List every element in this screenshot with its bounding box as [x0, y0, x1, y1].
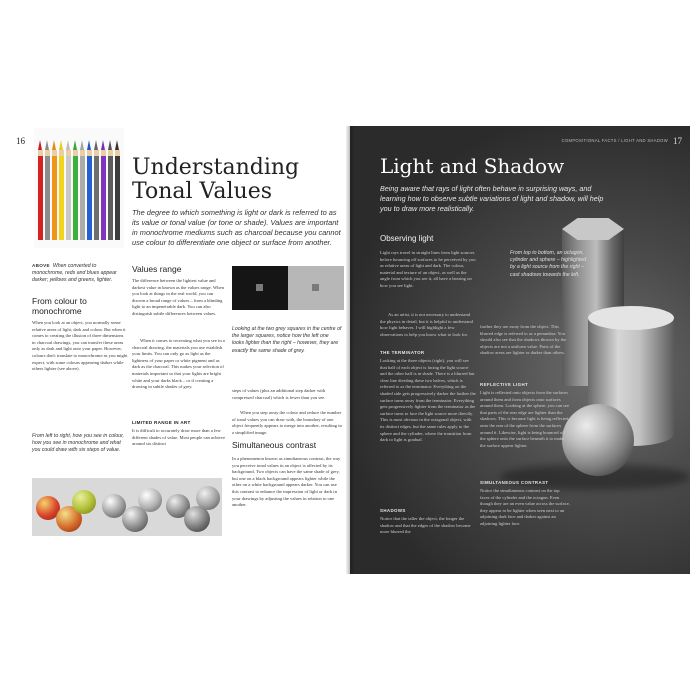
pencil: [38, 140, 43, 240]
heading-observing-light: Observing light: [380, 234, 434, 243]
subheading-reflective-light: REFLECTIVE LIGHT: [480, 382, 529, 387]
subheading-shadows: SHADOWS: [380, 508, 406, 513]
pencil: [87, 140, 92, 240]
title-line: Understanding: [132, 155, 300, 180]
pencil: [66, 140, 71, 240]
heading-values-range: Values range: [132, 264, 182, 274]
page-title-left: [132, 156, 342, 204]
body-text: steps of values (plus an additional step darker with compressed charcoal) which is fewer than you see.: [232, 388, 326, 400]
page-number-right: 17: [673, 136, 682, 146]
pencil: [108, 140, 113, 240]
pencil: [115, 140, 120, 240]
caption-apples: From left to right, how you see in colour, how you see in monochrome and what you could draw with six steps of value.: [32, 433, 124, 454]
dark-square: [232, 266, 288, 310]
book-spread: [10, 126, 690, 574]
apple: [138, 488, 162, 512]
pencil: [59, 140, 64, 240]
light-square: [288, 266, 344, 310]
book-gutter: [346, 126, 354, 574]
body-text: Light is reflected onto objects from the surfaces around them and from objects onto surfaces around them. Looking at the sphere, you can see that parts of the rear edge are lighter than the shadows. This is because light is being reflected onto the rear of the sphere from the surfaces around it. Likewise, light is being bounced off the sphere onto the surface beneath it to make the surface appear lighter.: [480, 390, 570, 448]
body-text: Light rays travel in straight lines from light sources before bouncing off surfaces to be perceived by you as relative areas of light and dark. The colour, material and texture of an object, as well as the angle from which you see it, all have a bearing on how you see light.: [380, 250, 476, 288]
apple: [72, 490, 96, 514]
body-text: As an artist, it is not necessary to understand the physics in detail, but it is helpful to understand how light behaves. I will highlight a few observations to help you know what to look for.: [380, 312, 473, 337]
body-text: The difference between the lightest value and darkest value in known as the values range. When you look at things in the real world, you can discern a broad range of values – from a blinding light to an impenetrable dark. You can also distinguish subtle differences between values.: [132, 278, 224, 316]
pencil: [52, 140, 57, 240]
pencils-photo: [34, 128, 124, 248]
body-text: Notice that the taller the object, the longer the shadow and that the edges of the shadow become more blurred the: [380, 516, 471, 535]
page-title-right: Light and Shadow: [380, 154, 565, 178]
pencil: [45, 140, 50, 240]
caption-above: [32, 262, 124, 284]
grey-squares-illustration: [232, 266, 344, 310]
body-text: In a phenomenon known as simultaneous contrast, the way you perceive tonal values in an object is affected by its background. Two objects can have the same shade of grey, but one on a black background appears lighter while the other on a white background appears darker. You can use this contrast to enhance the impression of light or dark in your drawings by adjusting the values in relation to one another.: [232, 456, 341, 508]
title-line: Tonal Values: [132, 179, 273, 204]
body-text: When you step away the colour and reduce the number of tonal values you can draw with, the boundary of one object frequently appears to merge into another, resulting in a simplified image.: [232, 410, 342, 435]
intro-text-right: Being aware that rays of light often behave in surprising ways, and learning how to observe subtle variations of light and shadow, will help you to draw more realistically.: [380, 184, 604, 213]
caption-text: When converted to monochrome, reds and blues appear darker; yellows and greens, lighter.: [32, 263, 117, 283]
body-text: Looking at the three objects (right), you will see that half of each object is facing the light source and the other half is in shade. There is a blurred but clear line dividing these two halves, which is referred to as the terminator. Everything on the shaded side gets progressively darker the further the surface turns away from the terminator. Everything gets progressively lighter from the terminator as the surface turns to face the light source more directly. This is most obvious in the octagonal object, with its distinct edges, but the same rules apply to the sphere and the cylinder, where the transition from dark to light is gradual.: [380, 358, 476, 443]
pencil: [94, 140, 99, 240]
heading-simultaneous-contrast: Simultaneous contrast: [232, 440, 317, 450]
body-text: It is difficult to accurately draw more than a few different shades of value. Most people can achieve around six distinct: [132, 428, 226, 447]
right-page: [350, 126, 690, 574]
body-text: When it comes to recreating what you see in a charcoal drawing, the materials you use establish your limits. You can only go as light as the lightness of your paper or white pigment and as dark as the charcoal. This makes your selection of materials important so that your lights are bright white and your darks black – or if creating a drawing in subtle shades of grey.: [132, 338, 225, 390]
body-text: Notice the simultaneous contrast on the top faces of the cylinder and the octagon. Even though they are an even value across the surface, they appear to be lighter when seen next to an adjoining dark face and darker against an adjoining lighter face.: [480, 488, 570, 526]
intro-text-left: The degree to which something is light or dark is referred to as its value or tonal value (or tone or shade). Values are important in monochrome mediums such as charcoal because you cannot use colour to differentiate one object or surface from another.: [132, 208, 341, 247]
pencil: [101, 140, 106, 240]
left-page: [10, 126, 350, 574]
pencil: [80, 140, 85, 240]
heading-colour-to-monochrome: From colour to monochrome: [32, 296, 87, 316]
body-text: further they are away from the object. This blurred edge is referred to as a penumbra. You should also see that the shadows thrown by the objects are not a uniform value. Parts of the shadow areas are lighter or darker than others.: [480, 324, 567, 356]
caption-shapes: From top to bottom, an octagon, cylinder and sphere – highlighted by a light source from the right – cast shadows towards the left.: [510, 250, 587, 278]
subheading-terminator: THE TERMINATOR: [380, 350, 425, 355]
caption-label: ABOVE: [32, 263, 50, 268]
subheading-simultaneous-contrast: SIMULTANEOUS CONTRAST: [480, 480, 549, 485]
caption-grey-squares: Looking at the two grey squares in the centre of the larger squares, notice how the left one looks lighter than the right – however, they are exactly the same shade of grey.: [232, 326, 342, 354]
pencil: [73, 140, 78, 240]
sphere-shape: [562, 404, 634, 476]
running-head: COMPOSITIONAL FACTS / LIGHT AND SHADOW: [561, 138, 668, 143]
subheading-limited-range: LIMITED RANGE IN ART: [132, 420, 191, 425]
body-text: When you look at an object, you normally sense relative areas of light, dark and colour. But when it comes to creating the illusion of three dimensions in charcoal drawings, you can transfer these areas only as dark and light onto your paper. However, colours don't translate to monochrome as you might expect, with some colours appearing darker while others lighter (see above).: [32, 320, 128, 372]
page-number-left: 16: [16, 136, 25, 146]
apple: [196, 486, 220, 510]
apples-photo: [32, 478, 222, 536]
